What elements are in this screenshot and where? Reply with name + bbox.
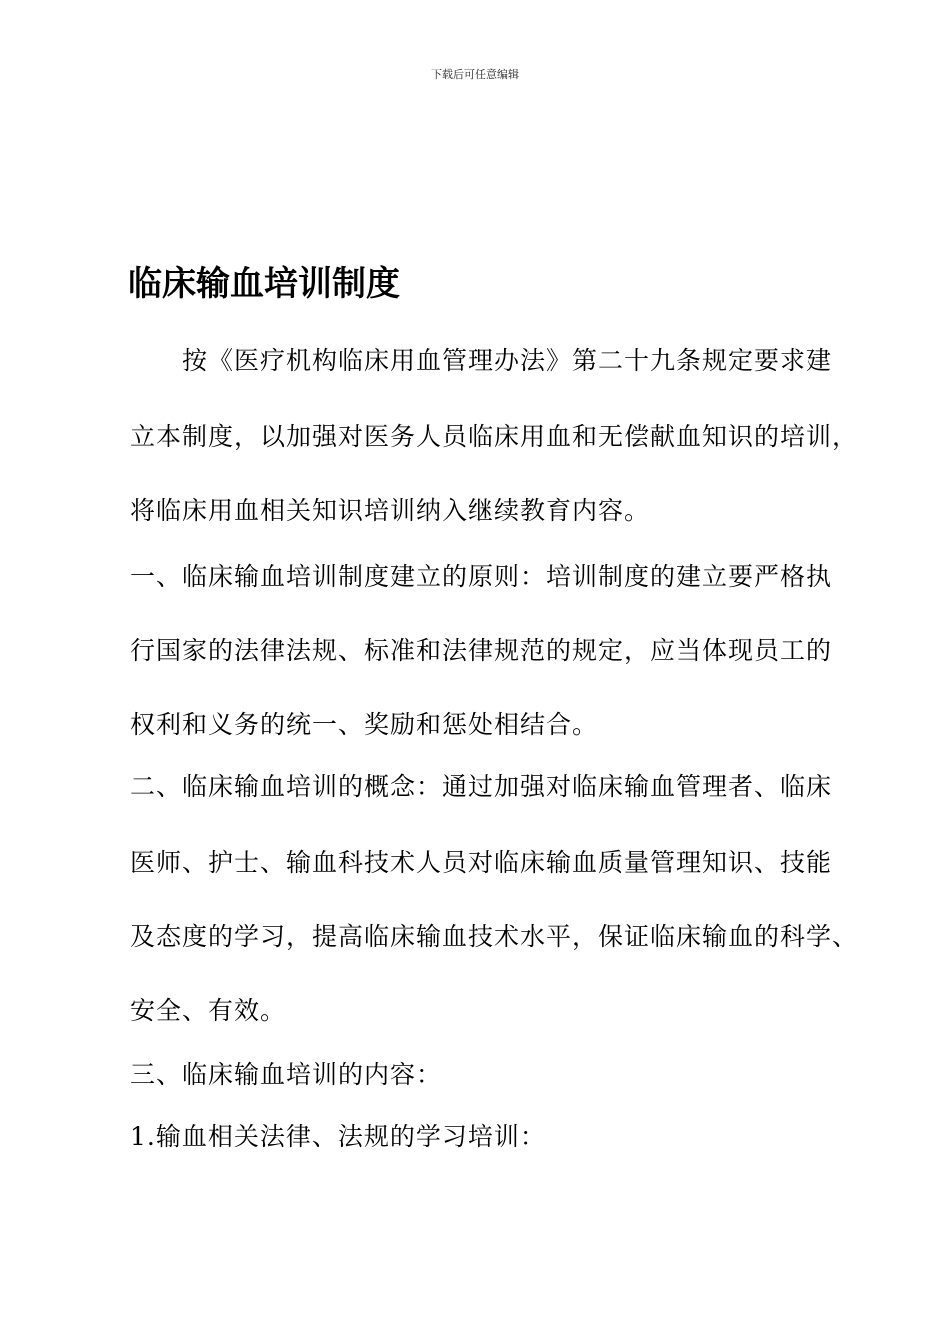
section-heading-1: 一、临床输血培训制度建立的原则：培训制度的建立要严格执 bbox=[130, 562, 833, 591]
paragraph-line: 按《医疗机构临床用血管理办法》第二十九条规定要求建 bbox=[182, 346, 833, 375]
paragraph-line: 及态度的学习，提高临床输血技术水平，保证临床输血的科学、 bbox=[130, 922, 859, 951]
paragraph-line: 将临床用血相关知识培训纳入继续教育内容。 bbox=[130, 496, 651, 525]
paragraph-line: 行国家的法律法规、标准和法律规范的规定，应当体现员工的 bbox=[130, 636, 833, 665]
paragraph-line: 立本制度，以加强对医务人员临床用血和无偿献血知识的培训， bbox=[130, 422, 859, 451]
section-heading-2: 二、临床输血培训的概念：通过加强对临床输血管理者、临床 bbox=[130, 772, 833, 801]
paragraph-line: 权利和义务的统一、奖励和惩处相结合。 bbox=[130, 710, 599, 739]
header-note: 下载后可任意编辑 bbox=[431, 68, 519, 81]
list-item: 1.输血相关法律、法规的学习培训： bbox=[130, 1122, 546, 1151]
document-title: 临床输血培训制度 bbox=[128, 264, 400, 304]
section-heading-3: 三、临床输血培训的内容： bbox=[130, 1060, 443, 1089]
paragraph-line: 安全、有效。 bbox=[130, 996, 287, 1025]
paragraph-line: 医师、护士、输血科技术人员对临床输血质量管理知识、技能 bbox=[130, 848, 833, 877]
